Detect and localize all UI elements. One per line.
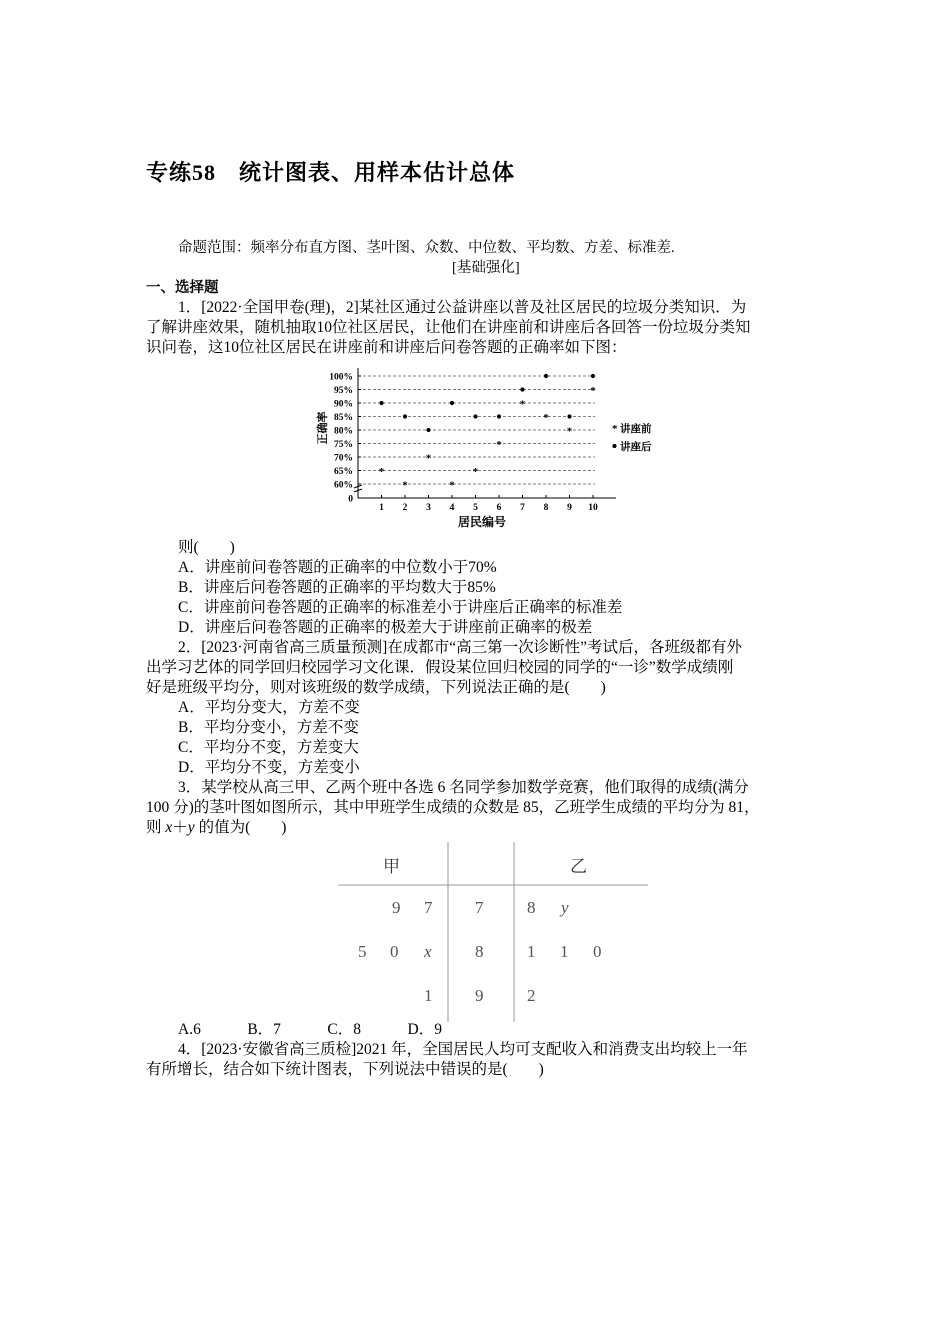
y-tick-label: 75% xyxy=(334,440,353,450)
q3-line2: 100 分)的茎叶图如图所示，其中甲班学生成绩的众数是 85，乙班学生成绩的平均分为 81， xyxy=(146,799,760,816)
before-point: * xyxy=(425,452,432,465)
leaf-right: 2 xyxy=(527,986,536,1005)
q1-option-c: C．讲座前问卷答题的正确率的标准差小于讲座后正确率的标准差 xyxy=(178,599,623,616)
after-point xyxy=(450,401,454,405)
q2-option-c: C．平均分不变，方差变大 xyxy=(178,739,359,756)
y-tick-label: 60% xyxy=(334,480,353,491)
x-tick-label: 3 xyxy=(426,503,431,513)
leaf-right: 1 xyxy=(560,942,569,961)
after-point xyxy=(403,414,407,418)
before-point: * xyxy=(449,479,455,492)
x-tick-label: 6 xyxy=(496,503,502,513)
stem-value: 9 xyxy=(475,986,484,1005)
y-tick-label: 95% xyxy=(334,386,353,396)
section-tag: [基础强化] xyxy=(452,260,520,276)
q1-line1: 1．[2022·全国甲卷(理)，2]某社区通过公益讲座以普及社区居民的垃圾分类知识．为 xyxy=(178,299,747,316)
leaf-right: 8 xyxy=(527,898,536,917)
q4-line2: 有所增长，结合如下统计图表，下列说法中错误的是( ) xyxy=(146,1061,544,1078)
chart-y-label: 正确率 xyxy=(317,411,329,445)
leaf-right: 1 xyxy=(527,942,536,961)
stem-value: 7 xyxy=(475,898,484,917)
q2-line1: 2．[2023·河南省高三质量预测]在成都市“高三第一次诊断性”考试后，各班级都有外 xyxy=(178,639,742,656)
x-tick-label: 9 xyxy=(567,503,572,513)
x-tick-label: 10 xyxy=(588,503,598,513)
y-tick-label: 85% xyxy=(334,413,353,423)
x-tick-label: 5 xyxy=(473,503,478,513)
leaf-right: 0 xyxy=(593,942,602,961)
before-point: * xyxy=(566,425,573,438)
q1-line2: 了解讲座效果，随机抽取10位社区居民，让他们在讲座前和讲座后各回答一份垃圾分类知 xyxy=(146,319,751,336)
after-point xyxy=(497,414,501,418)
legend-label-after: 讲座后 xyxy=(620,442,652,453)
q2-option-a: A．平均分变大，方差不变 xyxy=(178,699,360,716)
after-point xyxy=(426,428,430,432)
x-tick-label: 8 xyxy=(543,503,549,513)
chart-y-ticks xyxy=(329,373,353,505)
q1-line3: 识问卷，这10位社区居民在讲座前和讲座后问卷答题的正确率如下图： xyxy=(146,339,627,356)
leaf-left: 1 xyxy=(424,986,433,1005)
after-point xyxy=(473,414,477,418)
chart-x-ticks xyxy=(379,503,598,513)
stem-left-header: 甲 xyxy=(383,857,400,876)
x-tick-label: 1 xyxy=(379,503,384,513)
x-tick-label: 2 xyxy=(402,503,408,513)
before-point: * xyxy=(402,479,408,492)
before-point: * xyxy=(519,398,526,411)
after-point xyxy=(379,401,383,405)
scatter-chart xyxy=(316,362,666,532)
y-tick-label: 65% xyxy=(334,467,353,477)
q3-line1: 3．某学校从高三甲、乙两个班中各选 6 名同学参加数学竞赛，他们取得的成绩(满分 xyxy=(178,779,749,796)
before-point: * xyxy=(496,439,502,451)
chart-x-label: 居民编号 xyxy=(457,515,507,529)
leaf-left-variable: x xyxy=(424,942,432,961)
q1-option-a: A．讲座前问卷答题的正确率的中位数小于70% xyxy=(178,559,497,576)
q2-option-d: D．平均分不变，方差变小 xyxy=(178,759,360,776)
stem-leaf-plot xyxy=(338,842,648,1022)
chart-points xyxy=(379,374,597,492)
q4-line1: 4．[2023·安徽省高三质检]2021 年，全国居民人均可支配收入和消费支出均较上一年 xyxy=(178,1041,748,1058)
q3-options: A.6 B．7 C．8 D．9 xyxy=(178,1021,442,1038)
y-tick-label: 80% xyxy=(334,426,353,437)
q1-option-b: B．讲座后问卷答题的正确率的平均数大于85% xyxy=(178,579,496,596)
leaf-left: 7 xyxy=(424,898,433,917)
after-point xyxy=(520,387,524,391)
legend-marker-after xyxy=(612,444,616,448)
leaf-left: 5 xyxy=(358,942,367,961)
before-point: * xyxy=(378,466,385,478)
x-tick-label: 4 xyxy=(449,503,455,513)
y-tick-label: 70% xyxy=(334,453,353,464)
chart-axes xyxy=(354,368,616,498)
section-heading: 一、选择题 xyxy=(146,280,219,296)
q2-line2: 出学习艺体的同学回归校园学习文化课．假设某位回归校园的同学的“一诊”数学成绩刚 xyxy=(146,659,734,676)
q3-line3: 则 x＋y 的值为( ) xyxy=(146,819,287,836)
q2-option-b: B．平均分变小，方差不变 xyxy=(178,719,359,736)
y-tick-label: 100% xyxy=(329,372,353,383)
y-tick-label: 0 xyxy=(348,494,353,505)
scope-text: 命题范围：频率分布直方图、茎叶图、众数、中位数、平均数、方差、标准差. xyxy=(178,240,675,256)
after-point xyxy=(567,414,571,418)
after-point xyxy=(591,374,595,378)
x-tick-label: 7 xyxy=(520,503,525,513)
stem-value: 8 xyxy=(475,942,484,961)
q1-stem: 则( ) xyxy=(178,539,235,556)
q1-option-d: D．讲座后问卷答题的正确率的极差大于讲座前正确率的极差 xyxy=(178,619,593,636)
before-point: * xyxy=(543,412,549,424)
leaf-left: 0 xyxy=(390,942,399,961)
stem-right-header: 乙 xyxy=(570,857,587,876)
q2-line3: 好是班级平均分，则对该班级的数学成绩，下列说法正确的是( ) xyxy=(146,679,606,696)
y-tick-label: 90% xyxy=(334,399,353,410)
legend-marker-before: * xyxy=(612,423,618,435)
leaf-right-variable: y xyxy=(561,898,569,917)
page-title: 专练58 统计图表、用样本估计总体 xyxy=(146,160,516,185)
leaf-left: 9 xyxy=(392,898,401,917)
before-point: * xyxy=(472,466,479,478)
chart-legend xyxy=(612,422,652,453)
before-point: * xyxy=(590,385,596,397)
after-point xyxy=(544,374,548,378)
legend-label-before: 讲座前 xyxy=(620,424,652,435)
